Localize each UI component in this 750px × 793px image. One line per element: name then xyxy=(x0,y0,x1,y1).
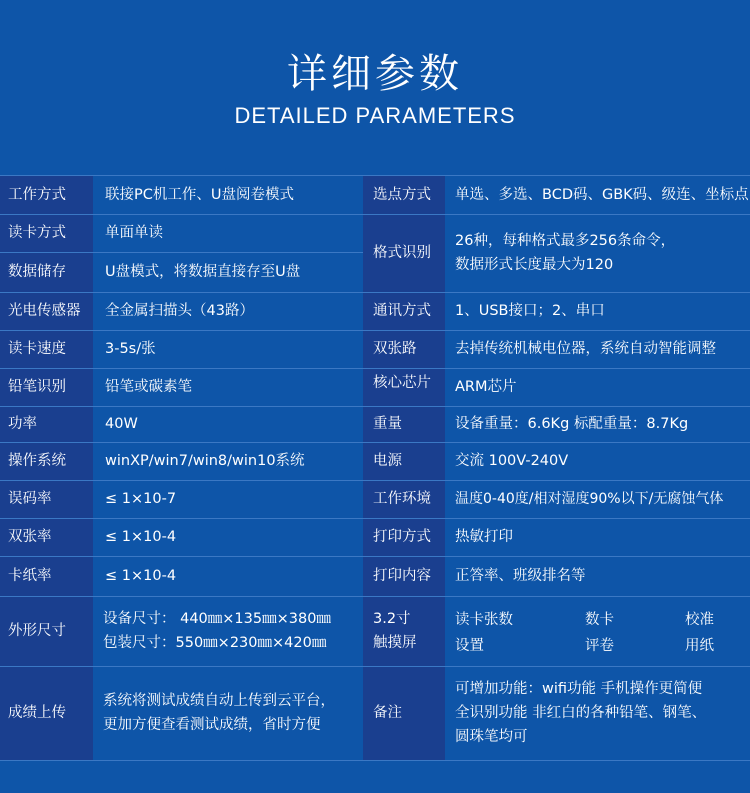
spec-label-line: 触摸屏 xyxy=(373,635,417,651)
spec-value: 铅笔或碳素笔 xyxy=(93,368,363,406)
spec-value-line: 包装尺寸：550㎜×230㎜×420㎜ xyxy=(103,635,327,651)
spec-value: 热敏打印 xyxy=(445,518,750,556)
spec-value-line: 全识别功能 非红白的各种铅笔、钢笔、 xyxy=(455,705,707,721)
table-divider xyxy=(0,596,750,597)
screen-function: 数卡 xyxy=(585,612,614,628)
spec-value: U盘模式，将数据直接存至U盘 xyxy=(93,252,363,292)
table-divider xyxy=(0,518,750,519)
screen-function: 评卷 xyxy=(585,638,614,654)
spec-value: ≤ 1×10-7 xyxy=(93,480,363,518)
spec-value: 去掉传统机械电位器，系统自动智能调整 xyxy=(445,330,750,368)
spec-label: 通讯方式 xyxy=(363,292,445,330)
spec-label: 功率 xyxy=(0,406,93,442)
spec-label: 读卡速度 xyxy=(0,330,93,368)
table-divider xyxy=(0,214,750,215)
table-divider xyxy=(0,252,363,253)
spec-value xyxy=(445,214,750,292)
screen-function: 用纸 xyxy=(685,638,714,654)
spec-value-line: 设备尺寸： 440㎜×135㎜×380㎜ xyxy=(103,611,331,627)
table-divider xyxy=(0,406,750,407)
spec-value-line: 可增加功能：wifi功能 手机操作更简便 xyxy=(455,681,703,697)
touchscreen-functions xyxy=(445,596,750,666)
spec-value: winXP/win7/win8/win10系统 xyxy=(93,442,363,480)
table-divider xyxy=(0,556,750,557)
table-divider xyxy=(0,368,750,369)
spec-label: 光电传感器 xyxy=(0,292,93,330)
spec-value: 全金属扫描头（43路） xyxy=(93,292,363,330)
spec-label: 工作环境 xyxy=(363,480,445,518)
spec-label: 双张路 xyxy=(363,330,445,368)
table-divider xyxy=(0,330,750,331)
table-divider xyxy=(0,175,750,176)
spec-label: 成绩上传 xyxy=(0,666,93,760)
spec-label-line: 3.2寸 xyxy=(373,611,411,627)
spec-label: 核心芯片 xyxy=(363,368,445,406)
spec-label: 操作系统 xyxy=(0,442,93,480)
spec-label: 打印内容 xyxy=(363,556,445,596)
page-title: 详细参数 xyxy=(287,51,463,97)
spec-value: ≤ 1×10-4 xyxy=(93,556,363,596)
spec-value: 3-5s/张 xyxy=(93,330,363,368)
spec-label: 数据储存 xyxy=(0,252,93,292)
table-divider xyxy=(0,442,750,443)
spec-label: 电源 xyxy=(363,442,445,480)
spec-value-line: 数据形式长度最大为120 xyxy=(455,257,614,273)
spec-value: ≤ 1×10-4 xyxy=(93,518,363,556)
spec-label: 备注 xyxy=(363,666,445,760)
table-divider xyxy=(0,292,750,293)
spec-value-line: 26种，每种格式最多256条命令， xyxy=(455,233,676,249)
spec-label: 外形尺寸 xyxy=(0,596,93,666)
spec-label: 重量 xyxy=(363,406,445,442)
spec-label: 卡纸率 xyxy=(0,556,93,596)
table-divider xyxy=(0,760,750,761)
spec-label: 铅笔识别 xyxy=(0,368,93,406)
spec-label: 双张率 xyxy=(0,518,93,556)
screen-function: 读卡张数 xyxy=(455,612,513,628)
spec-value: 温度0-40度/相对湿度90%以下/无腐蚀气体 xyxy=(445,480,750,518)
spec-value-line: 系统将测试成绩自动上传到云平台， xyxy=(103,693,335,709)
spec-value: 正答率、班级排名等 xyxy=(445,556,750,596)
spec-value: 联接PC机工作、U盘阅卷模式 xyxy=(93,176,363,214)
spec-value xyxy=(93,596,363,666)
spec-value: 单面单读 xyxy=(93,214,363,252)
spec-value: 1、USB接口；2、串口 xyxy=(445,292,750,330)
spec-value-line: 圆珠笔均可 xyxy=(455,729,528,745)
spec-label: 误码率 xyxy=(0,480,93,518)
spec-value-line: 更加方便查看测试成绩，省时方便 xyxy=(103,717,321,733)
page-subtitle: DETAILED PARAMETERS xyxy=(234,103,516,128)
spec-label: 工作方式 xyxy=(0,176,93,214)
spec-label xyxy=(363,596,445,666)
table-divider xyxy=(0,480,750,481)
table-divider xyxy=(0,666,750,667)
spec-label: 选点方式 xyxy=(363,176,445,214)
spec-value: 设备重量：6.6Kg 标配重量：8.7Kg xyxy=(445,406,750,442)
screen-function: 设置 xyxy=(455,638,484,654)
spec-value xyxy=(445,666,750,760)
spec-label: 格式识别 xyxy=(363,214,445,292)
spec-label: 读卡方式 xyxy=(0,214,93,252)
screen-function: 校准 xyxy=(685,612,714,628)
spec-label: 打印方式 xyxy=(363,518,445,556)
spec-value xyxy=(93,666,363,760)
spec-value: 单选、多选、BCD码、GBK码、级连、坐标点 xyxy=(445,176,750,214)
spec-value: ARM芯片 xyxy=(445,368,750,406)
spec-value: 40W xyxy=(93,406,363,442)
spec-value: 交流 100V-240V xyxy=(445,442,750,480)
